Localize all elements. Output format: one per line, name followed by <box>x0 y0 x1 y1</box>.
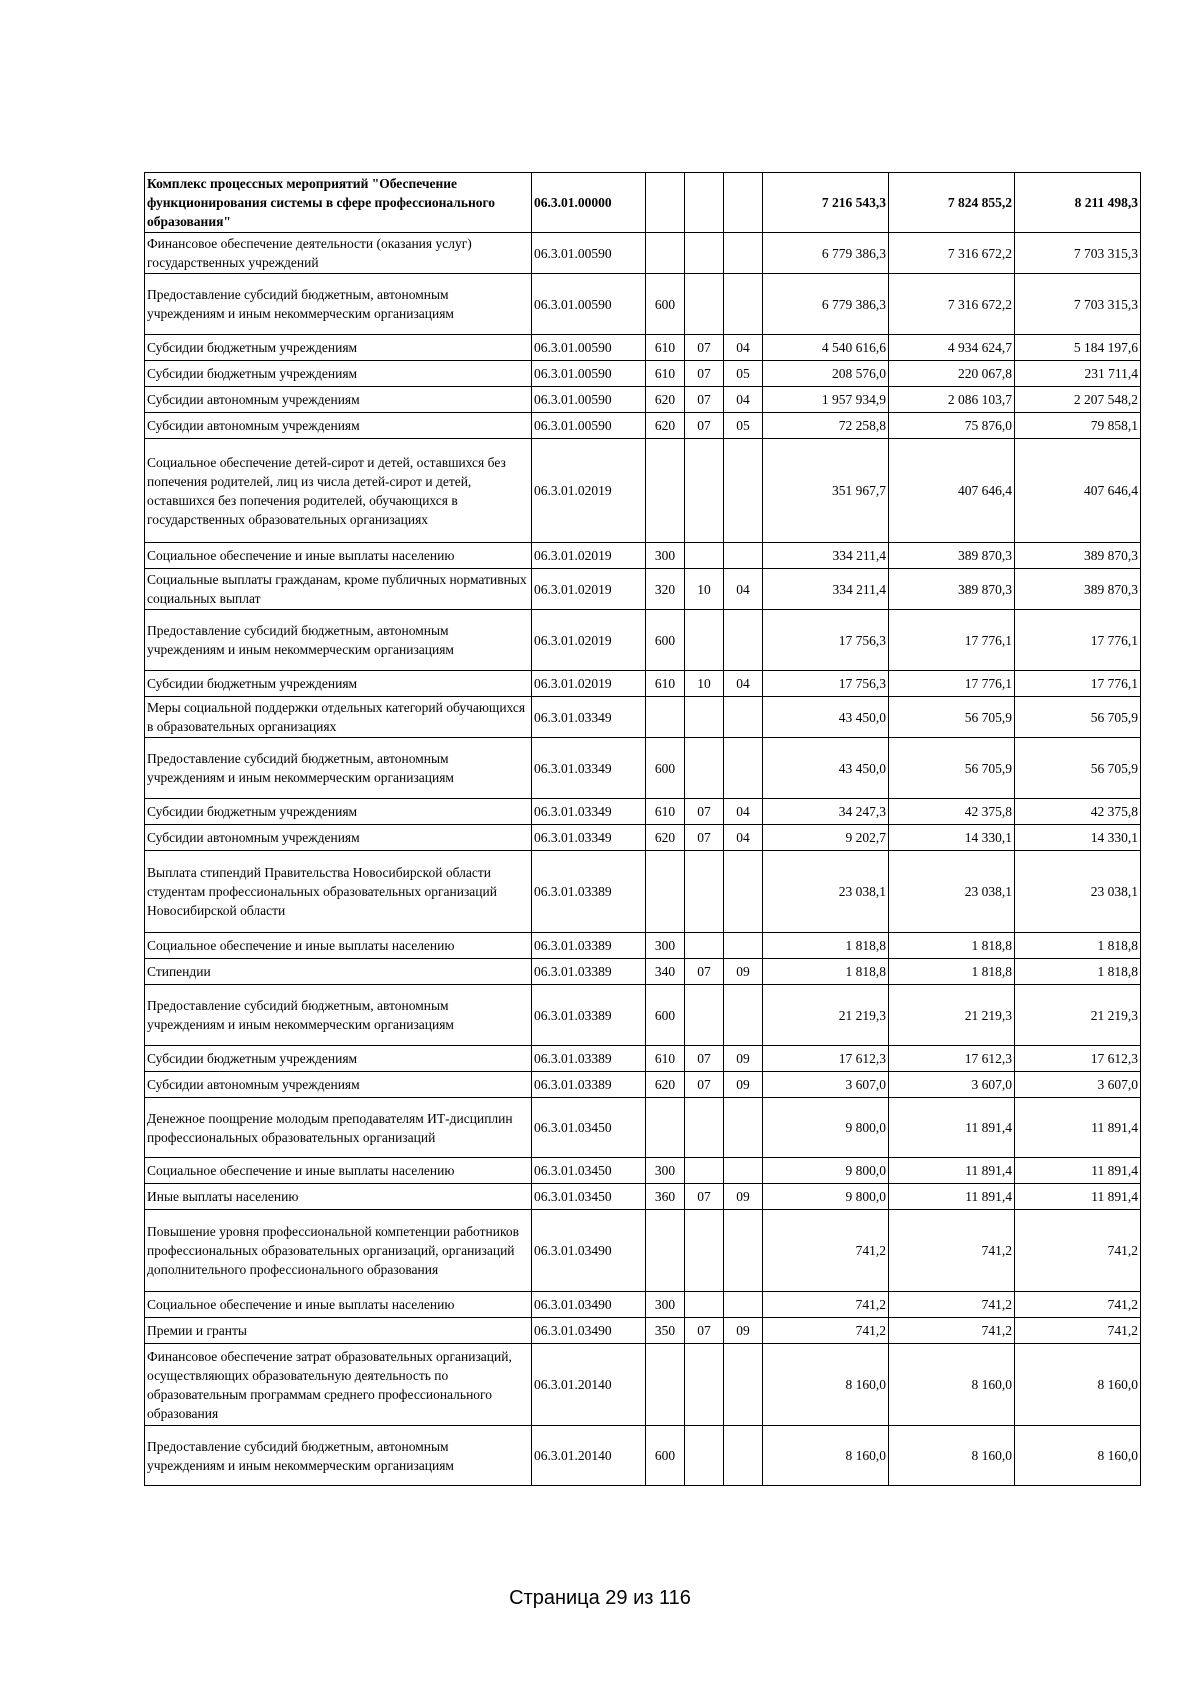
row-pr-cell: 05 <box>724 413 763 439</box>
table-row <box>145 543 1141 569</box>
row-amount-year2-cell: 407 646,4 <box>889 439 1015 543</box>
row-amount-year2-cell: 2 086 103,7 <box>889 387 1015 413</box>
row-rz-cell <box>685 610 724 671</box>
row-amount-year3-cell: 23 038,1 <box>1015 851 1141 933</box>
row-amount-year1-cell: 741,2 <box>763 1292 889 1318</box>
row-amount-year1-cell: 3 607,0 <box>763 1072 889 1098</box>
row-pr-cell <box>724 985 763 1046</box>
row-vr-cell: 300 <box>646 933 685 959</box>
row-rz-cell: 07 <box>685 413 724 439</box>
row-pr-cell <box>724 543 763 569</box>
row-code-cell: 06.3.01.03349 <box>532 697 646 738</box>
row-amount-year3-cell: 11 891,4 <box>1015 1158 1141 1184</box>
row-amount-year1-cell: 34 247,3 <box>763 799 889 825</box>
row-amount-year3-cell: 56 705,9 <box>1015 697 1141 738</box>
table-row <box>145 569 1141 610</box>
row-pr-cell: 09 <box>724 1072 763 1098</box>
row-rz-cell <box>685 851 724 933</box>
row-pr-cell <box>724 439 763 543</box>
row-pr-cell: 04 <box>724 569 763 610</box>
row-vr-cell: 610 <box>646 799 685 825</box>
row-pr-cell <box>724 1210 763 1292</box>
row-vr-cell <box>646 1344 685 1426</box>
row-rz-cell <box>685 1158 724 1184</box>
row-code-cell: 06.3.01.03389 <box>532 1046 646 1072</box>
row-name-cell: Иные выплаты населению <box>145 1184 532 1210</box>
row-amount-year1-cell: 17 756,3 <box>763 610 889 671</box>
row-name-cell: Предоставление субсидий бюджетным, автономным учреждениям и иным некоммерческим организациям <box>145 274 532 335</box>
row-vr-cell: 340 <box>646 959 685 985</box>
table-row <box>145 1072 1141 1098</box>
row-amount-year1-cell: 334 211,4 <box>763 569 889 610</box>
row-name-cell: Предоставление субсидий бюджетным, автономным учреждениям и иным некоммерческим организациям <box>145 738 532 799</box>
row-pr-cell: 09 <box>724 1046 763 1072</box>
row-vr-cell <box>646 439 685 543</box>
row-code-cell: 06.3.01.03490 <box>532 1292 646 1318</box>
row-rz-cell <box>685 439 724 543</box>
row-rz-cell: 07 <box>685 1046 724 1072</box>
row-name-cell: Финансовое обеспечение деятельности (оказания услуг) государственных учреждений <box>145 233 532 274</box>
row-vr-cell: 300 <box>646 1292 685 1318</box>
row-amount-year2-cell: 1 818,8 <box>889 959 1015 985</box>
row-pr-cell <box>724 173 763 233</box>
row-rz-cell: 07 <box>685 1318 724 1344</box>
row-pr-cell <box>724 697 763 738</box>
row-amount-year2-cell: 8 160,0 <box>889 1344 1015 1426</box>
row-rz-cell: 07 <box>685 1072 724 1098</box>
row-code-cell: 06.3.01.03450 <box>532 1184 646 1210</box>
row-amount-year2-cell: 21 219,3 <box>889 985 1015 1046</box>
row-amount-year2-cell: 17 612,3 <box>889 1046 1015 1072</box>
table-row <box>145 1158 1141 1184</box>
row-amount-year2-cell: 7 316 672,2 <box>889 233 1015 274</box>
row-pr-cell <box>724 1344 763 1426</box>
row-amount-year3-cell: 11 891,4 <box>1015 1098 1141 1158</box>
row-vr-cell: 600 <box>646 610 685 671</box>
row-amount-year2-cell: 4 934 624,7 <box>889 335 1015 361</box>
row-rz-cell: 07 <box>685 959 724 985</box>
row-code-cell: 06.3.01.02019 <box>532 610 646 671</box>
row-pr-cell <box>724 1098 763 1158</box>
row-amount-year3-cell: 2 207 548,2 <box>1015 387 1141 413</box>
row-code-cell: 06.3.01.03389 <box>532 985 646 1046</box>
row-pr-cell: 04 <box>724 825 763 851</box>
table-row <box>145 1210 1141 1292</box>
row-amount-year1-cell: 4 540 616,6 <box>763 335 889 361</box>
row-vr-cell: 600 <box>646 1426 685 1486</box>
row-vr-cell: 600 <box>646 274 685 335</box>
table-row <box>145 361 1141 387</box>
row-name-cell: Финансовое обеспечение затрат образовательных организаций, осуществляющих образовательную деятельность по образовательным программам среднего профессионального образования <box>145 1344 532 1426</box>
table-row <box>145 233 1141 274</box>
row-rz-cell <box>685 985 724 1046</box>
row-amount-year2-cell: 7 316 672,2 <box>889 274 1015 335</box>
row-amount-year1-cell: 9 800,0 <box>763 1098 889 1158</box>
table-row <box>145 671 1141 697</box>
row-amount-year2-cell: 11 891,4 <box>889 1184 1015 1210</box>
row-amount-year2-cell: 220 067,8 <box>889 361 1015 387</box>
row-name-cell: Социальное обеспечение детей-сирот и детей, оставшихся без попечения родителей, лиц из числа детей-сирот и детей, оставшихся без попечения родителей, обучающихся в государственных образовательных организациях <box>145 439 532 543</box>
row-rz-cell <box>685 173 724 233</box>
row-code-cell: 06.3.01.03389 <box>532 933 646 959</box>
row-amount-year3-cell: 741,2 <box>1015 1210 1141 1292</box>
row-code-cell: 06.3.01.02019 <box>532 569 646 610</box>
row-pr-cell: 04 <box>724 799 763 825</box>
row-rz-cell: 07 <box>685 361 724 387</box>
row-amount-year1-cell: 334 211,4 <box>763 543 889 569</box>
row-name-cell: Субсидии бюджетным учреждениям <box>145 671 532 697</box>
row-vr-cell: 610 <box>646 671 685 697</box>
row-pr-cell: 09 <box>724 1318 763 1344</box>
table-row <box>145 1046 1141 1072</box>
row-amount-year2-cell: 56 705,9 <box>889 697 1015 738</box>
row-amount-year1-cell: 9 800,0 <box>763 1184 889 1210</box>
row-rz-cell <box>685 738 724 799</box>
row-pr-cell: 04 <box>724 387 763 413</box>
row-amount-year2-cell: 741,2 <box>889 1210 1015 1292</box>
row-amount-year1-cell: 208 576,0 <box>763 361 889 387</box>
row-amount-year2-cell: 8 160,0 <box>889 1426 1015 1486</box>
row-vr-cell: 600 <box>646 738 685 799</box>
table-row <box>145 387 1141 413</box>
row-amount-year1-cell: 741,2 <box>763 1210 889 1292</box>
row-name-cell: Субсидии автономным учреждениям <box>145 825 532 851</box>
row-amount-year2-cell: 3 607,0 <box>889 1072 1015 1098</box>
row-name-cell: Социальное обеспечение и иные выплаты населению <box>145 543 532 569</box>
row-pr-cell: 09 <box>724 1184 763 1210</box>
table-row <box>145 959 1141 985</box>
row-pr-cell <box>724 274 763 335</box>
row-amount-year1-cell: 21 219,3 <box>763 985 889 1046</box>
row-amount-year3-cell: 21 219,3 <box>1015 985 1141 1046</box>
row-name-cell: Субсидии бюджетным учреждениям <box>145 361 532 387</box>
table-row <box>145 933 1141 959</box>
row-amount-year2-cell: 7 824 855,2 <box>889 173 1015 233</box>
row-code-cell: 06.3.01.03349 <box>532 825 646 851</box>
row-name-cell: Выплата стипендий Правительства Новосибирской области студентам профессиональных образовательных организаций Новосибирской области <box>145 851 532 933</box>
row-amount-year1-cell: 1 818,8 <box>763 933 889 959</box>
row-name-cell: Предоставление субсидий бюджетным, автономным учреждениям и иным некоммерческим организациям <box>145 1426 532 1486</box>
row-rz-cell <box>685 1426 724 1486</box>
row-name-cell: Социальное обеспечение и иные выплаты населению <box>145 1292 532 1318</box>
row-rz-cell <box>685 543 724 569</box>
row-amount-year2-cell: 11 891,4 <box>889 1098 1015 1158</box>
row-amount-year2-cell: 75 876,0 <box>889 413 1015 439</box>
row-code-cell: 06.3.01.03450 <box>532 1158 646 1184</box>
table-row <box>145 1292 1141 1318</box>
row-amount-year1-cell: 9 202,7 <box>763 825 889 851</box>
row-amount-year2-cell: 11 891,4 <box>889 1158 1015 1184</box>
row-code-cell: 06.3.01.03389 <box>532 1072 646 1098</box>
row-amount-year3-cell: 407 646,4 <box>1015 439 1141 543</box>
row-amount-year3-cell: 11 891,4 <box>1015 1184 1141 1210</box>
row-amount-year1-cell: 6 779 386,3 <box>763 233 889 274</box>
row-vr-cell: 320 <box>646 569 685 610</box>
row-code-cell: 06.3.01.03490 <box>532 1210 646 1292</box>
table-row <box>145 738 1141 799</box>
row-amount-year2-cell: 389 870,3 <box>889 543 1015 569</box>
row-name-cell: Меры социальной поддержки отдельных категорий обучающихся в образовательных организациях <box>145 697 532 738</box>
row-vr-cell: 600 <box>646 985 685 1046</box>
row-amount-year3-cell: 5 184 197,6 <box>1015 335 1141 361</box>
row-amount-year1-cell: 43 450,0 <box>763 738 889 799</box>
row-code-cell: 06.3.01.03389 <box>532 851 646 933</box>
row-name-cell: Повышение уровня профессиональной компетенции работников профессиональных образовательных организаций, организаций дополнительного профессионального образования <box>145 1210 532 1292</box>
row-rz-cell <box>685 274 724 335</box>
table-row <box>145 1426 1141 1486</box>
row-amount-year1-cell: 23 038,1 <box>763 851 889 933</box>
budget-table-body <box>145 173 1141 1486</box>
row-vr-cell: 610 <box>646 1046 685 1072</box>
row-amount-year1-cell: 9 800,0 <box>763 1158 889 1184</box>
row-name-cell: Предоставление субсидий бюджетным, автономным учреждениям и иным некоммерческим организациям <box>145 985 532 1046</box>
row-pr-cell <box>724 933 763 959</box>
row-amount-year1-cell: 1 818,8 <box>763 959 889 985</box>
row-rz-cell: 07 <box>685 1184 724 1210</box>
row-rz-cell: 07 <box>685 825 724 851</box>
row-amount-year2-cell: 42 375,8 <box>889 799 1015 825</box>
row-vr-cell <box>646 233 685 274</box>
row-amount-year1-cell: 7 216 543,3 <box>763 173 889 233</box>
row-rz-cell: 10 <box>685 671 724 697</box>
row-amount-year1-cell: 6 779 386,3 <box>763 274 889 335</box>
row-pr-cell <box>724 1292 763 1318</box>
row-vr-cell <box>646 697 685 738</box>
row-pr-cell: 05 <box>724 361 763 387</box>
row-rz-cell <box>685 233 724 274</box>
row-name-cell: Стипендии <box>145 959 532 985</box>
row-amount-year3-cell: 389 870,3 <box>1015 543 1141 569</box>
table-row <box>145 1318 1141 1344</box>
row-amount-year2-cell: 56 705,9 <box>889 738 1015 799</box>
row-code-cell: 06.3.01.20140 <box>532 1344 646 1426</box>
table-row <box>145 610 1141 671</box>
row-amount-year1-cell: 741,2 <box>763 1318 889 1344</box>
row-amount-year3-cell: 231 711,4 <box>1015 361 1141 387</box>
row-code-cell: 06.3.01.00590 <box>532 335 646 361</box>
row-name-cell: Субсидии автономным учреждениям <box>145 413 532 439</box>
row-name-cell: Субсидии автономным учреждениям <box>145 1072 532 1098</box>
row-amount-year3-cell: 79 858,1 <box>1015 413 1141 439</box>
row-amount-year2-cell: 741,2 <box>889 1292 1015 1318</box>
table-row <box>145 985 1141 1046</box>
row-rz-cell: 07 <box>685 799 724 825</box>
row-vr-cell <box>646 1098 685 1158</box>
row-amount-year2-cell: 389 870,3 <box>889 569 1015 610</box>
budget-table <box>144 172 1141 1486</box>
row-amount-year2-cell: 1 818,8 <box>889 933 1015 959</box>
row-code-cell: 06.3.01.02019 <box>532 671 646 697</box>
row-name-cell: Социальное обеспечение и иные выплаты населению <box>145 933 532 959</box>
row-name-cell: Денежное поощрение молодым преподавателям ИТ-дисциплин профессиональных образовательных организаций <box>145 1098 532 1158</box>
row-code-cell: 06.3.01.03389 <box>532 959 646 985</box>
row-name-cell: Субсидии автономным учреждениям <box>145 387 532 413</box>
row-rz-cell <box>685 1098 724 1158</box>
row-amount-year2-cell: 17 776,1 <box>889 610 1015 671</box>
row-code-cell: 06.3.01.03490 <box>532 1318 646 1344</box>
table-row <box>145 274 1141 335</box>
row-amount-year3-cell: 7 703 315,3 <box>1015 274 1141 335</box>
row-vr-cell: 620 <box>646 1072 685 1098</box>
row-amount-year3-cell: 8 160,0 <box>1015 1426 1141 1486</box>
row-code-cell: 06.3.01.00590 <box>532 233 646 274</box>
row-pr-cell: 09 <box>724 959 763 985</box>
row-amount-year1-cell: 72 258,8 <box>763 413 889 439</box>
row-name-cell: Премии и гранты <box>145 1318 532 1344</box>
row-amount-year3-cell: 3 607,0 <box>1015 1072 1141 1098</box>
row-code-cell: 06.3.01.00590 <box>532 361 646 387</box>
row-rz-cell <box>685 1344 724 1426</box>
row-name-cell: Субсидии бюджетным учреждениям <box>145 799 532 825</box>
row-vr-cell: 610 <box>646 335 685 361</box>
row-rz-cell: 10 <box>685 569 724 610</box>
row-name-cell: Социальное обеспечение и иные выплаты населению <box>145 1158 532 1184</box>
row-vr-cell: 300 <box>646 543 685 569</box>
row-amount-year1-cell: 8 160,0 <box>763 1344 889 1426</box>
row-amount-year1-cell: 351 967,7 <box>763 439 889 543</box>
row-vr-cell <box>646 173 685 233</box>
row-code-cell: 06.3.01.00590 <box>532 413 646 439</box>
row-pr-cell <box>724 1426 763 1486</box>
row-amount-year3-cell: 56 705,9 <box>1015 738 1141 799</box>
row-code-cell: 06.3.01.02019 <box>532 543 646 569</box>
row-amount-year3-cell: 741,2 <box>1015 1318 1141 1344</box>
table-row <box>145 439 1141 543</box>
row-amount-year2-cell: 741,2 <box>889 1318 1015 1344</box>
page-number: Страница 29 из 116 <box>509 1587 691 1609</box>
row-name-cell: Социальные выплаты гражданам, кроме публичных нормативных социальных выплат <box>145 569 532 610</box>
row-vr-cell <box>646 851 685 933</box>
row-amount-year3-cell: 8 160,0 <box>1015 1344 1141 1426</box>
row-amount-year3-cell: 17 776,1 <box>1015 610 1141 671</box>
row-amount-year1-cell: 17 756,3 <box>763 671 889 697</box>
row-pr-cell: 04 <box>724 671 763 697</box>
row-amount-year3-cell: 8 211 498,3 <box>1015 173 1141 233</box>
row-vr-cell: 620 <box>646 825 685 851</box>
row-amount-year3-cell: 7 703 315,3 <box>1015 233 1141 274</box>
table-row <box>145 851 1141 933</box>
row-pr-cell <box>724 233 763 274</box>
row-rz-cell: 07 <box>685 335 724 361</box>
row-rz-cell <box>685 1292 724 1318</box>
row-pr-cell <box>724 738 763 799</box>
row-amount-year3-cell: 17 612,3 <box>1015 1046 1141 1072</box>
table-row <box>145 173 1141 233</box>
row-amount-year1-cell: 8 160,0 <box>763 1426 889 1486</box>
row-amount-year1-cell: 1 957 934,9 <box>763 387 889 413</box>
row-amount-year3-cell: 1 818,8 <box>1015 959 1141 985</box>
row-vr-cell: 300 <box>646 1158 685 1184</box>
row-amount-year2-cell: 23 038,1 <box>889 851 1015 933</box>
row-rz-cell <box>685 1210 724 1292</box>
row-name-cell: Субсидии бюджетным учреждениям <box>145 335 532 361</box>
row-name-cell: Субсидии бюджетным учреждениям <box>145 1046 532 1072</box>
row-amount-year3-cell: 17 776,1 <box>1015 671 1141 697</box>
row-code-cell: 06.3.01.03349 <box>532 799 646 825</box>
row-pr-cell <box>724 851 763 933</box>
row-vr-cell <box>646 1210 685 1292</box>
table-row <box>145 413 1141 439</box>
row-code-cell: 06.3.01.00000 <box>532 173 646 233</box>
row-name-cell: Комплекс процессных мероприятий "Обеспечение функционирования системы в сфере профессионального образования" <box>145 173 532 233</box>
row-vr-cell: 360 <box>646 1184 685 1210</box>
table-row <box>145 825 1141 851</box>
row-pr-cell <box>724 1158 763 1184</box>
table-row <box>145 1184 1141 1210</box>
row-name-cell: Предоставление субсидий бюджетным, автономным учреждениям и иным некоммерческим организациям <box>145 610 532 671</box>
row-amount-year3-cell: 1 818,8 <box>1015 933 1141 959</box>
row-rz-cell <box>685 697 724 738</box>
row-amount-year3-cell: 741,2 <box>1015 1292 1141 1318</box>
row-code-cell: 06.3.01.02019 <box>532 439 646 543</box>
row-code-cell: 06.3.01.00590 <box>532 274 646 335</box>
row-vr-cell: 620 <box>646 413 685 439</box>
table-row <box>145 1098 1141 1158</box>
row-pr-cell: 04 <box>724 335 763 361</box>
row-amount-year3-cell: 14 330,1 <box>1015 825 1141 851</box>
row-amount-year1-cell: 43 450,0 <box>763 697 889 738</box>
row-amount-year1-cell: 17 612,3 <box>763 1046 889 1072</box>
row-code-cell: 06.3.01.20140 <box>532 1426 646 1486</box>
row-vr-cell: 610 <box>646 361 685 387</box>
row-vr-cell: 620 <box>646 387 685 413</box>
row-amount-year2-cell: 14 330,1 <box>889 825 1015 851</box>
table-row <box>145 697 1141 738</box>
row-rz-cell <box>685 933 724 959</box>
row-amount-year3-cell: 389 870,3 <box>1015 569 1141 610</box>
row-amount-year3-cell: 42 375,8 <box>1015 799 1141 825</box>
row-code-cell: 06.3.01.03450 <box>532 1098 646 1158</box>
row-pr-cell <box>724 610 763 671</box>
row-code-cell: 06.3.01.00590 <box>532 387 646 413</box>
row-rz-cell: 07 <box>685 387 724 413</box>
table-row <box>145 1344 1141 1426</box>
row-code-cell: 06.3.01.03349 <box>532 738 646 799</box>
row-amount-year2-cell: 17 776,1 <box>889 671 1015 697</box>
row-vr-cell: 350 <box>646 1318 685 1344</box>
table-row <box>145 799 1141 825</box>
table-row <box>145 335 1141 361</box>
